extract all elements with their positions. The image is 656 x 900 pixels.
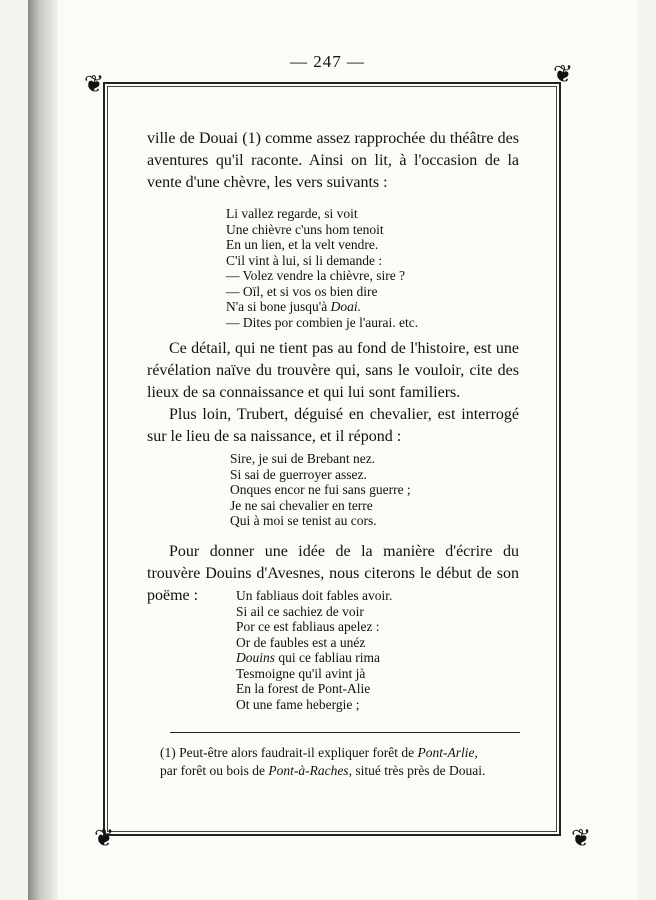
verse-line: C'il vint à lui, si li demande : bbox=[226, 252, 383, 268]
verse-italic-place: Doai. bbox=[330, 299, 361, 314]
footnote-italic: Pont-à-Raches, bbox=[268, 763, 352, 778]
verse-text: N'a si bone jusqu'à bbox=[226, 299, 331, 314]
paragraph-1: ville de Douai (1) comme assez rapprochée du théâtre des aventures qu'il raconte. Ainsi on lit, à l'occasion de la vente d'une chèvre, les vers suivants : bbox=[147, 130, 519, 191]
verse-line: En la forest de Pont-Alie bbox=[236, 681, 371, 696]
footnote-divider bbox=[170, 732, 520, 733]
verse-line: En un lien, et la velt vendre. bbox=[226, 237, 379, 252]
paragraph-2: Ce détail, qui ne tient pas au fond de l'histoire, est une révélation naïve du trouvère qui, sans le vouloir, cite des lieux de sa connaissance et qui lui sont familiers. bbox=[147, 340, 519, 401]
paragraph-3: Plus loin, Trubert, déguisé en chevalier, est interrogé sur le lieu de sa naissance, et il répond : bbox=[147, 406, 519, 445]
footnote-line bbox=[160, 744, 534, 762]
footnote bbox=[160, 744, 534, 780]
verse-line: Por ce est fabliaus apelez : bbox=[236, 619, 380, 634]
verse-block-3 bbox=[236, 588, 392, 712]
corner-ornament-icon: ❦ bbox=[84, 70, 105, 98]
verse-line: Sire, je sui de Brebant nez. bbox=[230, 451, 376, 466]
footnote-text: (1) Peut-être alors faudrait-il expliquer forêt de bbox=[160, 745, 418, 760]
verse-italic-name: Douins bbox=[236, 650, 276, 665]
verse-line bbox=[236, 650, 392, 666]
verse-line: Tesmoigne qu'il avint jà bbox=[236, 665, 366, 681]
paragraph-4: Pour donner une idée de la manière d'écrire du trouvère Douins d'Avesnes, nous citerons le début de son poëme : bbox=[147, 543, 519, 604]
verse-line: Une chièvre c'uns hom tenoit bbox=[226, 221, 384, 237]
footnote-italic: Pont-Arlie, bbox=[417, 745, 478, 760]
verse-line: Or de faubles est a unéz bbox=[236, 634, 366, 650]
corner-ornament-icon: ❦ bbox=[553, 60, 574, 88]
corner-ornament-icon: ❦ bbox=[571, 824, 592, 852]
verse-block-1 bbox=[226, 206, 418, 330]
footnote-line bbox=[160, 762, 534, 780]
verse-line bbox=[226, 299, 418, 315]
verse-line: Si sai de guerroyer assez. bbox=[230, 466, 367, 482]
verse-line: Je ne sai chevalier en terre bbox=[230, 497, 373, 513]
verse-line: Li vallez regarde, si voit bbox=[226, 206, 358, 221]
footnote-text: situé très près de Douai. bbox=[351, 763, 486, 778]
verse-line: Un fabliaus doit fables avoir. bbox=[236, 588, 393, 603]
page-number: — 247 — bbox=[290, 52, 365, 71]
verse-line: Si ail ce sachiez de voir bbox=[236, 603, 364, 619]
corner-ornament-icon: ❦ bbox=[94, 824, 115, 852]
verse-line: — Volez vendre la chièvre, sire ? bbox=[226, 268, 406, 283]
verse-line: Qui à moi se tenist au cors. bbox=[230, 513, 377, 528]
page-edge-shadow bbox=[28, 0, 58, 900]
verse-line: Ot une fame hebergie ; bbox=[236, 696, 360, 712]
verse-line: — Oïl, et si vos os bien dire bbox=[226, 283, 378, 299]
verse-line: — Dites por combien je l'aurai. etc. bbox=[226, 314, 419, 330]
verse-line: Onques encor ne fui sans guerre ; bbox=[230, 482, 411, 497]
verse-block-2 bbox=[230, 451, 411, 529]
footnote-text: par forêt ou bois de bbox=[160, 763, 269, 778]
verse-text: qui ce fabliau rima bbox=[275, 650, 380, 665]
